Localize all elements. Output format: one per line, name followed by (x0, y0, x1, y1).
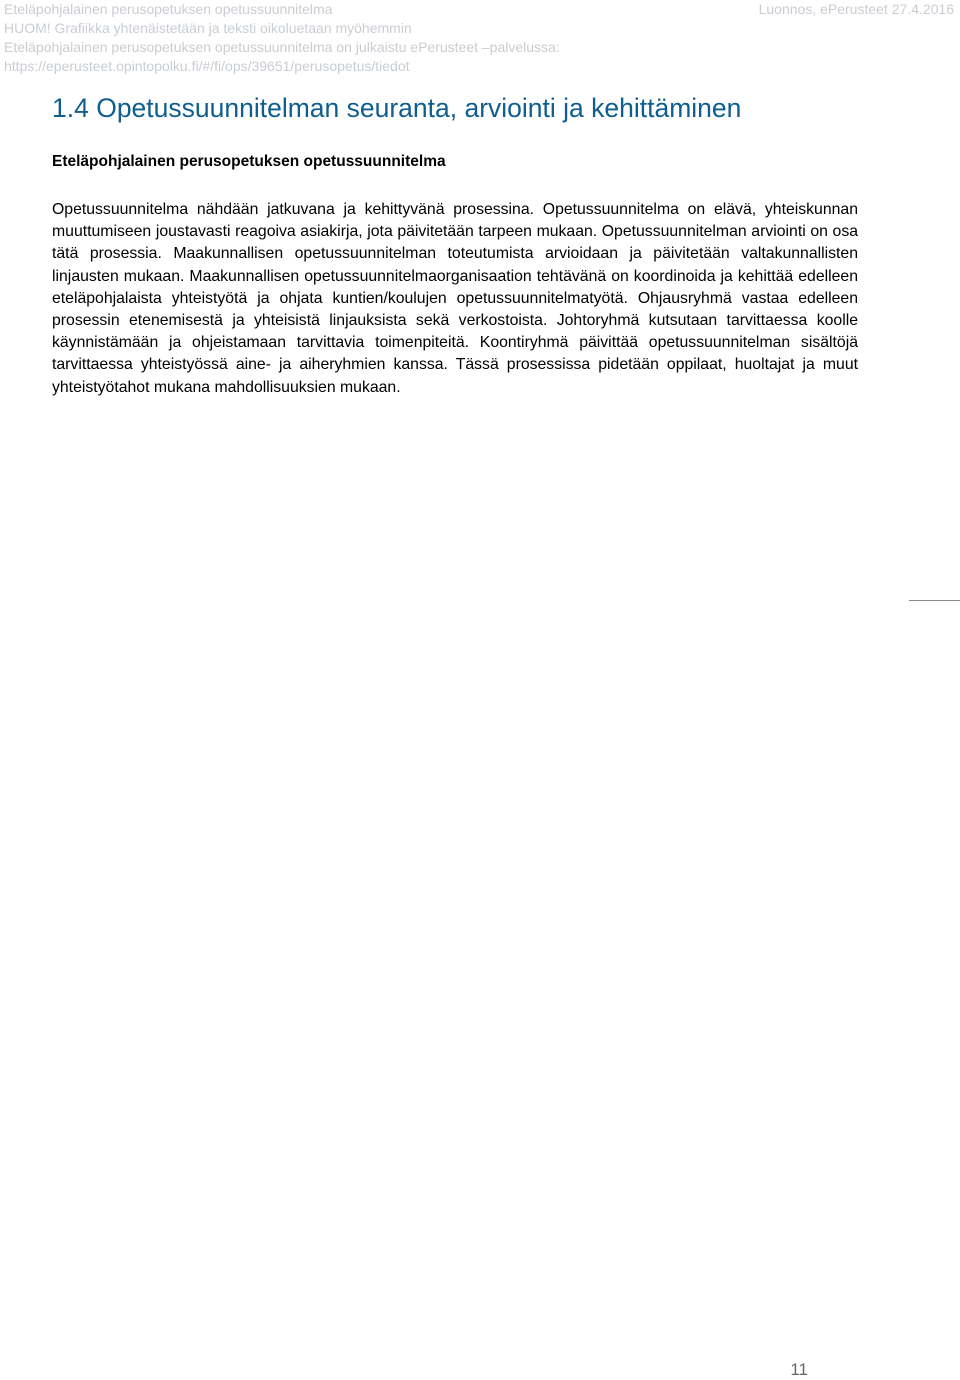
header-url: https://eperusteet.opintopolku.fi/#/fi/ops/39651/perusopetus/tiedot (4, 58, 410, 74)
margin-rule (909, 600, 960, 601)
header-publication-note: Eteläpohjalainen perusopetuksen opetussuunnitelma on julkaistu ePerusteet –palvelussa: (4, 39, 560, 55)
section-heading: 1.4 Opetussuunnitelman seuranta, arviointi ja kehittäminen (52, 93, 742, 123)
header-top-row (4, 0, 956, 19)
header-document-title: Eteläpohjalainen perusopetuksen opetussuunnitelma (4, 1, 333, 17)
body-paragraph: Opetussuunnitelma nähdään jatkuvana ja kehittyvänä prosessina. Opetussuunnitelma on elävä, yhteiskunnan muuttumiseen joustavasti reagoiva asiakirja, jota päivitetään tarpeen mukaan. Opetussuunnitelman arviointi on osa tätä prosessia. Maakunnallisen opetussuunnitelman toteutumista arvioidaan ja päivitetään valtakunnallisten linjausten mukaan. Maakunnallisen opetussuunnitelmaorganisaation tehtävänä on koordinoida ja kehittää edelleen eteläpohjalaista yhteistyötä ja ohjata kuntien/koulujen opetussuunnitelmatyötä. Ohjausryhmä vastaa edelleen prosessin etenemisestä ja yhteisistä linjauksista sekä verkostoista. Johtoryhmä kutsutaan tarvittaessa koolle käynnistämään ja ohjeistamaan tarvittavia toimenpiteitä. Koontiryhmä päivittää opetussuunnitelman sisältöjä tarvittaessa yhteistyössä aine- ja aiheryhmien kanssa. Tässä prosessissa pidetään oppilaat, huoltajat ja muut yhteistyötahot mukana mahdollisuuksien mukaan. (52, 201, 858, 396)
header-status: Luonnos, ePerusteet 27.4.2016 (758, 1, 954, 17)
header-notice: HUOM! Grafiikka yhtenäistetään ja teksti oikoluetaan myöhemmin (4, 20, 412, 36)
page-number: 11 (790, 1360, 808, 1379)
section-subheading: Eteläpohjalainen perusopetuksen opetussuunnitelma (52, 153, 446, 170)
page-header (4, 0, 956, 76)
